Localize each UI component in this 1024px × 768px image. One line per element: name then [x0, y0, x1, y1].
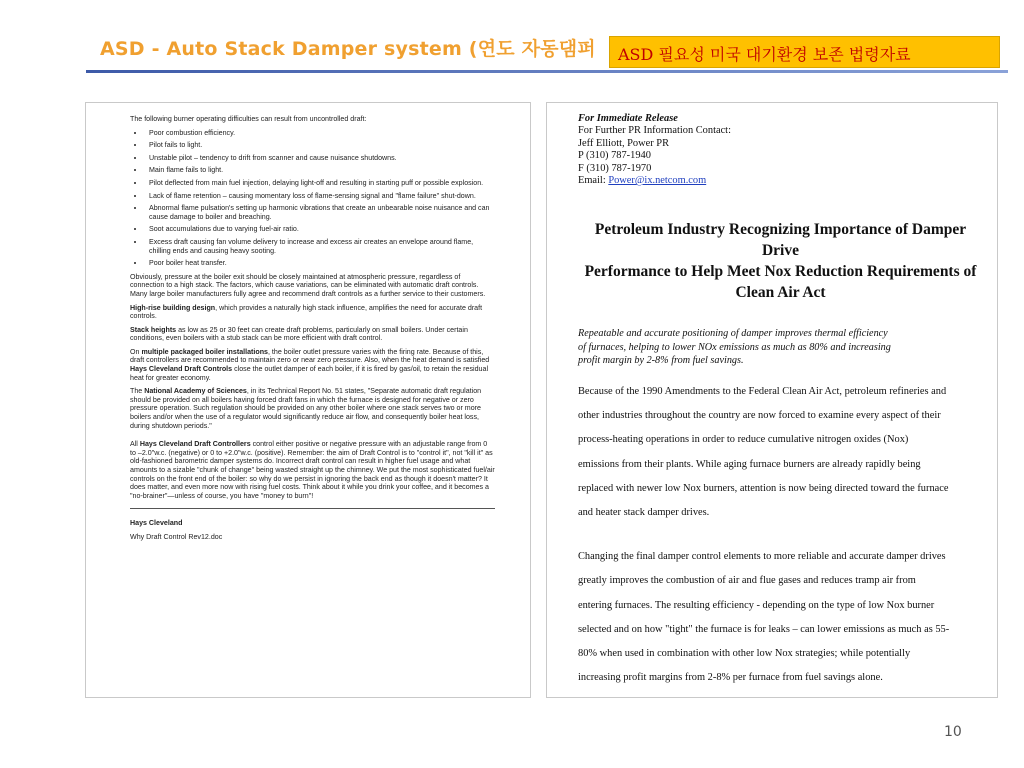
list-item: • Pilot deflected from main fuel injection, delaying light-off and resulting in starting puff or possible explosion.: [145, 179, 495, 188]
release-label: For Immediate Release: [578, 113, 678, 124]
lead-line: of furnaces, helping to lower NOx emissions as much as 80% and increasing: [578, 341, 891, 353]
email-line: [578, 175, 983, 187]
paragraph-text: All: [130, 440, 140, 449]
list-item: • Poor boiler heat transfer.: [145, 259, 495, 268]
body-line: Because of the 1990 Amendments to the Federal Clean Air Act, petroleum refineries and: [578, 385, 947, 397]
lead-line: profit margin by 2-8% from fuel savings.: [578, 355, 744, 367]
paragraph-text: On: [130, 347, 142, 356]
list-item: • Poor combustion efficiency.: [145, 129, 495, 138]
headline: [578, 219, 983, 303]
emphasis: Stack heights: [130, 325, 177, 334]
emphasis: Hays Cleveland Draft Controls: [130, 365, 233, 374]
paragraph: [130, 348, 495, 382]
body-line: entering furnaces. The resulting efficiency - depending on the type of low Nox burner: [578, 599, 935, 611]
body-line: process-heating operations in order to reduce cumulative nitrogen oxides (Nox): [578, 434, 909, 446]
difficulties-list: [130, 129, 495, 268]
paragraph-text: , which provides a naturally high stack influence, amplifies the need for accurate draft controls.: [130, 303, 483, 321]
paragraph-text: , in its Technical Report No. 51 states, "Separate automatic draft regulation should be provided on all boilers having forced draft fans in which the furnace is designed for negative or zero pressure operation. Such regulation should be provided on any other boiler where one stack serves two or more boilers and/or when the use of a regulator would significantly reduce air flow, and consequently boiler heat loss, during shutdown periods.": [130, 387, 482, 430]
list-item: • Soot accumulations due to varying fuel-air ratio.: [145, 225, 495, 234]
body-line: greatly improves the combustion of air and flue gases and reduces tramp air from: [578, 575, 916, 587]
paragraph: Obviously, pressure at the boiler exit should be closely maintained at atmospheric pressure, regardless of connection to a high stack. The factors, which cause variations, can be eliminated with automatic draft controls. Many large boiler manufacturers fully agree and recommend draft controls as a further service to their customers.: [130, 272, 486, 298]
list-item: • Pilot fails to light.: [145, 141, 495, 150]
contact-line: For Further PR Information Contact:: [578, 125, 731, 137]
emphasis: High-rise building design: [130, 303, 216, 312]
list-item: • Excess draft causing fan volume delivery to increase and excess air creates an envelope around flame, chilling ends and causing heavy sooting.: [145, 238, 495, 255]
footer-filename: Why Draft Control Rev12.doc: [130, 532, 223, 541]
lead-paragraph: [578, 327, 983, 368]
title-divider: [86, 70, 1008, 73]
footer-divider: [130, 508, 495, 509]
paragraph: [130, 326, 495, 343]
headline-line: Petroleum Industry Recognizing Importance of Damper Drive: [594, 221, 967, 260]
body-paragraph: [578, 545, 983, 690]
paragraph-text: The: [130, 387, 145, 396]
contact-line: F (310) 787-1970: [578, 162, 652, 174]
right-document-panel: [546, 102, 998, 698]
contact-line: P (310) 787-1940: [578, 150, 651, 162]
paragraph: [130, 304, 495, 321]
body-line: replaced with newer low Nox burners, attention is now being directed toward the furnace: [578, 482, 949, 494]
body-line: 80% when used in combination with other low Nox strategies; while potentially: [578, 647, 911, 659]
paragraph-text: control either positive or negative pressure with an adjustable range from 0 to –2.0"w.c. (negative) or 0 to +2.0"w.c. (positive). Remember: the aim of Draft Control is to "control it", not "kill it" as old-fashioned barometric damper systems do. Incorrect draft control can result in higher fuel usage and what amounts to a sizable "chunk of change" being wasted straight up the chimney. We put the most sophisticated fuel/air controls on the front end of the boiler: so why do we persist in ignoring the back end as though it doesn't matter? It does matter, and even more now with rising fuel costs. Think about it while you drink your coffee, and it becomes a "no-brainer"—unless of course, you have "money to burn"!: [130, 440, 495, 500]
left-document-panel: [85, 102, 531, 698]
paragraph: [130, 387, 495, 430]
paragraph-text: , the boiler outlet pressure varies with the firing rate. Because of this, draft controllers are recommended to maintain zero or near zero pressure. Also, when the heat demand is satisfied: [130, 347, 490, 365]
paragraph: [130, 440, 495, 500]
footer-company: Hays Cleveland: [130, 519, 183, 528]
press-release: [578, 113, 983, 690]
headline-line: Performance to Help Meet Nox Reduction Requirements of: [584, 263, 977, 281]
slide-title: ASD - Auto Stack Damper system (연도 자동댐퍼: [100, 38, 596, 60]
body-line: Changing the final damper control elements to more reliable and accurate damper drives: [578, 551, 946, 563]
list-item: • Abnormal flame pulsation's setting up harmonic vibrations that create an unbearable noise nuisance and can cause damage to boiler and breaching.: [145, 204, 495, 221]
callout-box: ASD 필요성 미국 대기환경 보존 법령자료: [609, 36, 1000, 68]
emphasis: National Academy of Sciences: [144, 387, 247, 396]
email-label: Email:: [578, 175, 609, 187]
contact-line: Jeff Elliott, Power PR: [578, 137, 670, 149]
emphasis: multiple packaged boiler installations: [141, 347, 268, 356]
paragraph-text: close the outlet damper of each boiler, if it is fired by gas/oil, to retain the residual heat for greater economy.: [130, 365, 489, 382]
email-link[interactable]: Power@ix.netcom.com: [608, 175, 707, 187]
paragraph-text: as low as 25 or 30 feet can create draft problems, particularly on small boilers. Under certain conditions, even boilers with a stub stack can be more efficient with draft control.: [130, 325, 468, 343]
list-item: • Unstable pilot – tendency to drift from scanner and cause nuisance shutdowns.: [145, 154, 495, 163]
list-item: • Lack of flame retention – causing momentary loss of flame-sensing signal and "flame failure" shut-down.: [145, 192, 495, 201]
page-number: 10: [944, 724, 962, 740]
body-line: emissions from their plants. While aging furnace burners are already rapidly being: [578, 458, 921, 470]
body-line: and heater stack damper drives.: [578, 506, 710, 518]
body-line: other industries throughout the country are now forced to examine every aspect of their: [578, 410, 941, 422]
left-document-text: [130, 115, 495, 542]
body-paragraph: [578, 380, 983, 525]
intro-text: The following burner operating difficulties can result from uncontrolled draft:: [130, 115, 367, 123]
body-line: increasing profit margins from 2-8% per furnace from fuel savings alone.: [578, 672, 883, 684]
headline-line: Clean Air Act: [735, 284, 826, 302]
emphasis: Hays Cleveland Draft Controllers: [139, 440, 251, 449]
lead-line: Repeatable and accurate positioning of damper improves thermal efficiency: [578, 328, 888, 340]
list-item: • Main flame fails to light.: [145, 166, 495, 175]
body-line: selected and on how "tight" the furnace is for leaks – can lower emissions as much as 55-: [578, 623, 950, 635]
